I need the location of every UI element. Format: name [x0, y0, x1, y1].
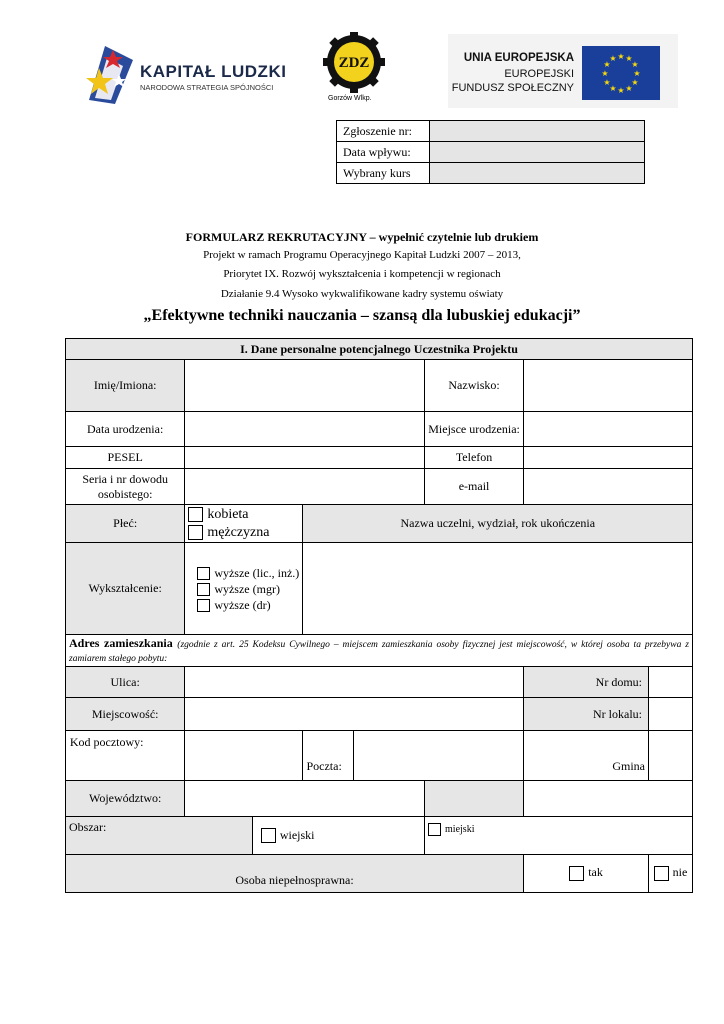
table-row: [66, 698, 693, 731]
svg-text:★: ★: [603, 60, 611, 69]
ue-line1: UNIA EUROPEJSKA: [463, 52, 574, 64]
kapital-ludzki-title: KAPITAŁ LUDZKI: [140, 62, 287, 81]
gender-option-male[interactable]: mężczyzna: [188, 524, 299, 542]
gender-options: [185, 505, 303, 543]
commune-label: Gmina: [524, 731, 649, 781]
flat-number-field[interactable]: [649, 698, 693, 731]
postal-code-field[interactable]: [185, 731, 303, 781]
svg-text:★: ★: [617, 86, 625, 95]
birth-date-label: Data urodzenia:: [66, 412, 185, 447]
email-label: e-mail: [425, 469, 524, 505]
svg-text:★: ★: [633, 69, 641, 78]
gear-icon: [320, 32, 388, 94]
svg-text:★: ★: [625, 84, 633, 93]
birth-place-field[interactable]: [524, 412, 693, 447]
id-card-label: Seria i nr dowodu osobistego:: [66, 469, 185, 505]
svg-text:★: ★: [609, 54, 617, 63]
table-row: [66, 543, 693, 635]
birth-date-field[interactable]: [185, 412, 425, 447]
house-number-field[interactable]: [649, 667, 693, 698]
voivodeship-field[interactable]: [185, 781, 425, 817]
checkbox-icon[interactable]: [197, 599, 210, 612]
checkbox-icon[interactable]: [188, 525, 203, 540]
section-title: I. Dane personalne potencjalnego Uczestnika Projektu: [66, 339, 693, 360]
phone-label: Telefon: [425, 447, 524, 469]
checkbox-icon[interactable]: [569, 866, 584, 881]
address-header: [66, 635, 693, 667]
selected-course-field[interactable]: [430, 163, 645, 184]
checkbox-icon[interactable]: [197, 583, 210, 596]
project-name: „Efektywne techniki nauczania – szansą dla lubuskiej edukacji”: [143, 307, 581, 324]
submission-number-label: Zgłoszenie nr:: [337, 121, 430, 142]
svg-text:★: ★: [603, 78, 611, 87]
table-row: [66, 360, 693, 412]
gender-label: Płeć:: [66, 505, 185, 543]
pesel-field[interactable]: [185, 447, 425, 469]
disabled-option-yes[interactable]: tak: [524, 855, 649, 893]
last-name-label: Nazwisko:: [425, 360, 524, 412]
registration-table: [336, 120, 645, 184]
svg-text:★: ★: [631, 60, 639, 69]
selected-course-label: Wybrany kurs: [337, 163, 430, 184]
table-row: [66, 731, 693, 781]
receipt-date-field[interactable]: [430, 142, 645, 163]
kapital-ludzki-emblem-icon: [85, 40, 141, 106]
address-title: Adres zamieszkania: [69, 635, 173, 650]
street-field[interactable]: [185, 667, 524, 698]
checkbox-icon[interactable]: [654, 866, 669, 881]
table-row: [66, 447, 693, 469]
ue-line3: FUNDUSZ SPOŁECZNY: [451, 82, 574, 94]
table-row: [66, 781, 693, 817]
postal-code-label: Kod pocztowy:: [66, 731, 185, 781]
flat-number-label: Nr lokalu:: [524, 698, 649, 731]
area-label: Obszar:: [66, 817, 253, 855]
table-row: [337, 163, 645, 184]
education-option-bachelor[interactable]: wyższe (lic., inż.): [197, 565, 299, 581]
university-field[interactable]: [303, 543, 693, 635]
id-card-field[interactable]: [185, 469, 425, 505]
kapital-ludzki-logo: [85, 40, 287, 106]
voivodeship-label: Województwo:: [66, 781, 185, 817]
education-option-master[interactable]: wyższe (mgr): [197, 581, 299, 597]
zdz-caption: Gorzów Wlkp.: [328, 95, 372, 102]
eu-flag-icon: [582, 46, 660, 100]
first-name-label: Imię/Imiona:: [66, 360, 185, 412]
education-label: Wykształcenie:: [66, 543, 185, 635]
voivodeship-extra: [425, 781, 524, 817]
ue-efs-logo: [448, 34, 678, 108]
commune-field[interactable]: [649, 731, 693, 781]
post-office-label: Poczta:: [303, 731, 354, 781]
city-label: Miejscowość:: [66, 698, 185, 731]
ue-line2: EUROPEJSKI: [504, 68, 574, 80]
checkbox-icon[interactable]: [197, 567, 210, 580]
table-row: [337, 142, 645, 163]
table-row: [66, 817, 693, 855]
table-row: [66, 469, 693, 505]
gender-option-female[interactable]: kobieta: [188, 506, 299, 524]
action-line: Działanie 9.4 Wysoko wykwalifikowane kadry systemu oświaty: [220, 288, 504, 300]
city-field[interactable]: [185, 698, 524, 731]
education-option-doctor[interactable]: wyższe (dr): [197, 597, 299, 613]
last-name-field[interactable]: [524, 360, 693, 412]
voivodeship-extra-field[interactable]: [524, 781, 693, 817]
zdz-letters: ZDZ: [338, 55, 370, 71]
program-line: Projekt w ramach Programu Operacyjnego Kapitał Ludzki 2007 – 2013,: [203, 249, 521, 261]
birth-place-label: Miejsce urodzenia:: [425, 412, 524, 447]
table-row: [66, 667, 693, 698]
phone-field[interactable]: [524, 447, 693, 469]
street-label: Ulica:: [66, 667, 185, 698]
table-row: [66, 505, 693, 543]
area-option-rural[interactable]: wiejski: [252, 817, 424, 855]
education-options: [185, 543, 303, 635]
pesel-label: PESEL: [66, 447, 185, 469]
table-row: [66, 855, 693, 893]
form-title: FORMULARZ REKRUTACYJNY – wypełnić czytelnie lub drukiem: [185, 230, 539, 244]
table-row: [66, 339, 693, 360]
area-option-urban[interactable]: miejski: [425, 817, 693, 855]
kapital-ludzki-subtitle: NARODOWA STRATEGIA SPÓJNOŚCI: [140, 83, 274, 92]
house-number-label: Nr domu:: [524, 667, 649, 698]
zdz-logo: [320, 32, 388, 104]
table-row: [66, 635, 693, 667]
receipt-date-label: Data wpływu:: [337, 142, 430, 163]
submission-number-field[interactable]: [430, 121, 645, 142]
checkbox-icon[interactable]: [428, 823, 441, 836]
email-field[interactable]: [524, 469, 693, 505]
checkbox-icon[interactable]: [188, 507, 203, 522]
svg-text:★: ★: [601, 69, 609, 78]
checkbox-icon[interactable]: [261, 828, 276, 843]
personal-data-form: [65, 338, 693, 893]
table-row: [66, 412, 693, 447]
post-office-field[interactable]: [354, 731, 524, 781]
svg-text:★: ★: [609, 84, 617, 93]
disabled-option-no[interactable]: nie: [649, 855, 693, 893]
first-name-field[interactable]: [185, 360, 425, 412]
university-label: Nazwa uczelni, wydział, rok ukończenia: [303, 505, 693, 543]
priority-line: Priorytet IX. Rozwój wykształcenia i kompetencji w regionach: [223, 268, 501, 280]
address-note: (zgodnie z art. 25 Kodeksu Cywilnego – miejscem zamieszkania osoby fizycznej jest miejscowość, w której osoba ta przebywa z zamiarem stałego pobytu:: [69, 639, 689, 664]
svg-text:★: ★: [631, 78, 639, 87]
svg-text:★: ★: [625, 54, 633, 63]
disabled-label: Osoba niepełnosprawna:: [66, 855, 524, 893]
table-row: [337, 121, 645, 142]
svg-text:★: ★: [617, 52, 625, 61]
